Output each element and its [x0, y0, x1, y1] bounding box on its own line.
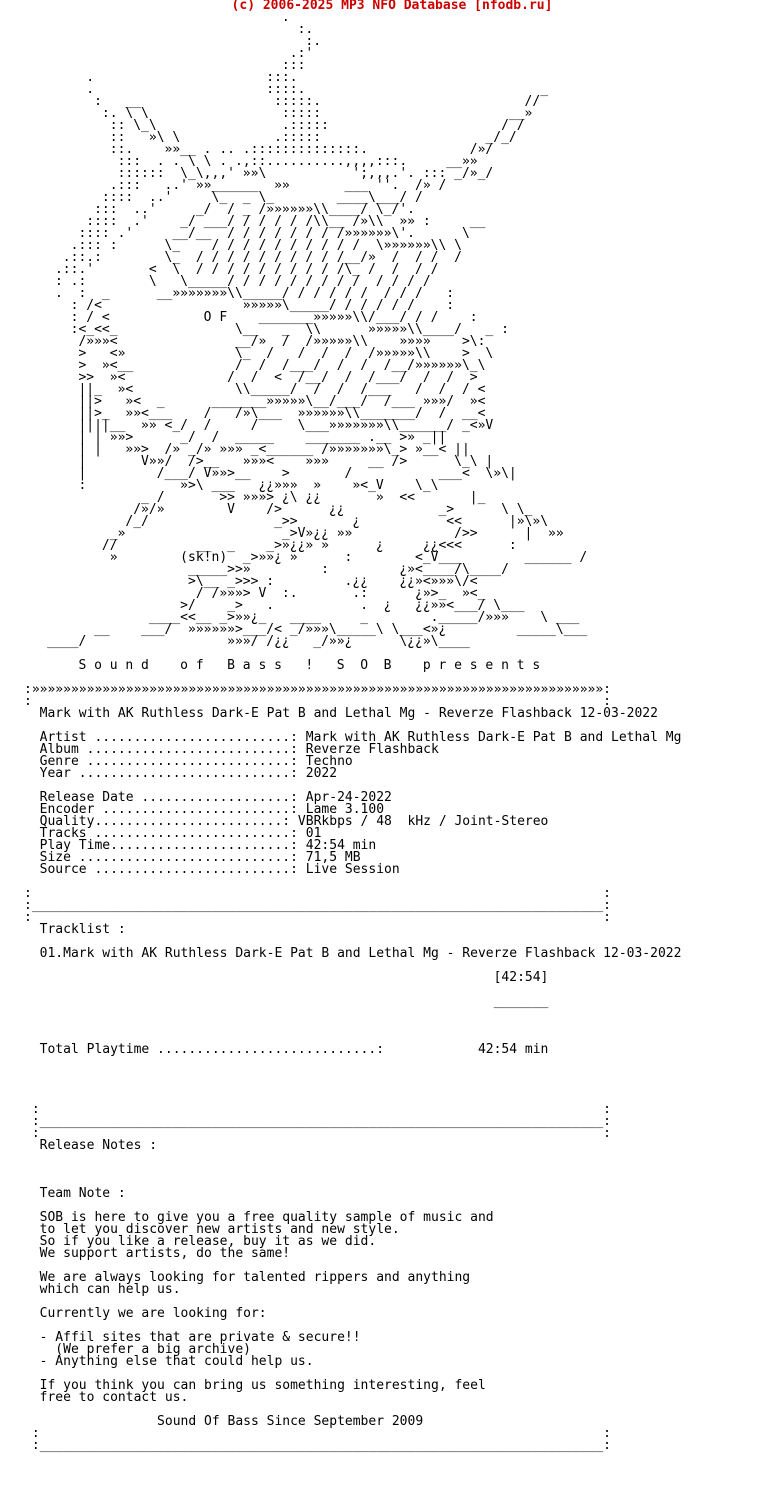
genre-row: Genre ..........................: Techno	[24, 754, 353, 769]
bullet-line: - Anything else that could help us.	[24, 1354, 314, 1369]
team-note-label: Team Note :	[24, 1186, 126, 1201]
track-item: 01.Mark with AK Ruthless Dark-E Pat B and Lethal Mg - Reverze Flashback 12-03-2022	[24, 946, 682, 961]
quality-row: Quality........................: VBRkbps / 48 kHz / Joint-Stereo	[24, 814, 549, 829]
release-title: Mark with AK Ruthless Dark-E Pat B and Lethal Mg - Reverze Flashback 12-03-2022	[24, 706, 658, 721]
source-row: Source .........................: Live Session	[24, 862, 400, 877]
separator-line: :________________________________________________________________________:	[24, 1114, 611, 1129]
separator-line: : :	[24, 1126, 611, 1141]
release-date-row: Release Date ...................: Apr-24-2022	[24, 790, 392, 805]
track-time: [42:54]	[24, 970, 549, 985]
contact-line: free to contact us.	[24, 1390, 189, 1405]
looking-for-line: Currently we are looking for:	[24, 1306, 267, 1321]
nfodb-copyright-header: (c) 2006-2025 MP3 NFO Database [nfodb.ru]	[231, 0, 553, 13]
separator-line: : :	[24, 886, 611, 901]
play-time-row: Play Time.......................: 42:54 min	[24, 838, 377, 853]
team-note-line: SOB is here to give you a free quality sample of music and	[24, 1210, 494, 1225]
team-note-line: We support artists, do the same!	[24, 1246, 291, 1261]
team-note-line: So if you like a release, buy it as we did.	[24, 1234, 377, 1249]
separator-line: : :	[24, 1102, 611, 1117]
separator-line: :________________________________________________________________________:	[24, 1438, 611, 1453]
contact-line: If you think you can bring us something interesting, feel	[24, 1378, 486, 1393]
sob-ascii-art-logo: . :. :. .:' ::: . :::. . ::::. _ : __ :::::. // :. \ \ ::::: __» :: \_\ .::::: / / :: »\ \ .::::: _/_/ ::. »»__ . .. .::::::::::::::. /»/ ::: . . \ \ . .,::..........,,,,:::. __»» :::::: \_\,,,' »»\ ';,,,.'. ::: _/»_/ .::: ..' »»______ »» ___ ''. /» / :::: ..' \_ _ \_ ____\___/ / ::: ..' _/ / _ /»»»»»»\\____/ \_/'. :::: .' _/ ___/ / / / / /\\__ /»\\ »» : __ :::: .' __/__ / / / / / / / /»»»»»»\'. \ .::: : \_ / / / / / / / / / / \»»»»»»\\ \ .::.: \_ / / / / / / / / / /__/» / / / / .::.' < \ / / / / / / / / / /\_ / / / / : .: \ \_____/ / / / / / / / / / / / / . : _ __»»»»»»»\\_____/ / / / / / / / / : : /< »»»»»\_____/ / / / / / : : / < O F _______»»»»»\\/___/ / / : :<_<<_ \__ _ \\ »»»»»\\____/ _ : /»»»< __/» / /»»»»»\\ »»»» >\: > <» \_ / / / / /»»»»»\\ > \ > »<__ / / /___/ / / /__/»»»»»»\_\ >> »< / / < /__/ / /___/ / / > ||_ »< \\_____/ / / /___ / / / < ||> »< _ _______»»»»»\__/___/ /___ »»»/ »< ||>_ »»<___ / /»\___ »»»»»»\\_______/ / __< ||||__ »» <_/ / / \___»»»»»»»\\______/ _<»V | | »»> _/ / _____ _______ .__ >» _|| | | »»> /» _/» »»» _<______ /»»»»»»»\_> »__< || | V»»/ />__ »»»< »»» __ /> \_\ | | /___/ V»»>__ > / ___< \»\| : »>\ ___ ¿¿»»» » »<_V \_\ _ / >> »»»> ¿\ ¿¿ » << |_ /»/» V /> ¿¿ _> \ \_ /_/ _>> ¿ << |»\»\ _» _>V»¿¿ »» />> | »» // __ _ _>»¿¿» » ¿ ¿¿<<< : » (sk!n) _>»»¿ » : <_V___ ______ / _____>>» : ¿»<____/\____/ >\__ _>>> : .¿¿ ¿¿»<»»»\/< / /»»»> V :. .: ¿»>_ »<_ >/ _> . . ¿ ¿¿»»<___/ \___ ____<<__ _>»»¿_ ____ _ ._____/»»» \ ___ __ ___/ »»»»»»>___/< _/»»»\_____\ \___<»¿ _____\___ ____/ »»»/ /¿¿ _/»»¿ \¿¿»\____ S o u n d o f B a s s ! S O B p r e s e n t s	[47, 10, 588, 673]
track-rule: _______	[24, 994, 549, 1009]
bullet-line: (We prefer a big archive)	[24, 1342, 251, 1357]
separator-line: :_________________________________________________________________________:	[24, 898, 611, 913]
release-info-block	[24, 684, 681, 1452]
border-side: : :	[24, 694, 611, 709]
tracks-row: Tracks .........................: 01	[24, 826, 322, 841]
border-top: :»»»»»»»»»»»»»»»»»»»»»»»»»»»»»»»»»»»»»»»»»»»»»»»»»»»»»»»»»»»»»»»»»»»»»»»»»:	[24, 682, 611, 697]
release-notes-label: Release Notes :	[24, 1138, 158, 1153]
tracklist-label: Tracklist :	[24, 922, 126, 937]
album-row: Album ..........................: Reverze Flashback	[24, 742, 439, 757]
separator-line: : :	[24, 910, 611, 925]
rippers-line: We are always looking for talented rippers and anything	[24, 1270, 471, 1285]
since-line: Sound Of Bass Since September 2009	[24, 1414, 424, 1429]
encoder-row: Encoder ........................: Lame 3.100	[24, 802, 385, 817]
total-playtime-row: Total Playtime ............................: 42:54 min	[24, 1042, 549, 1057]
year-row: Year ...........................: 2022	[24, 766, 338, 781]
size-row: Size ...........................: 71,5 MB	[24, 850, 361, 865]
separator-line: : :	[24, 1426, 611, 1441]
rippers-line: which can help us.	[24, 1282, 181, 1297]
team-note-line: to let you discover new artists and new style.	[24, 1222, 400, 1237]
bullet-line: - Affil sites that are private & secure!!	[24, 1330, 361, 1345]
artist-row: Artist .........................: Mark with AK Ruthless Dark-E Pat B and Lethal Mg	[24, 730, 682, 745]
